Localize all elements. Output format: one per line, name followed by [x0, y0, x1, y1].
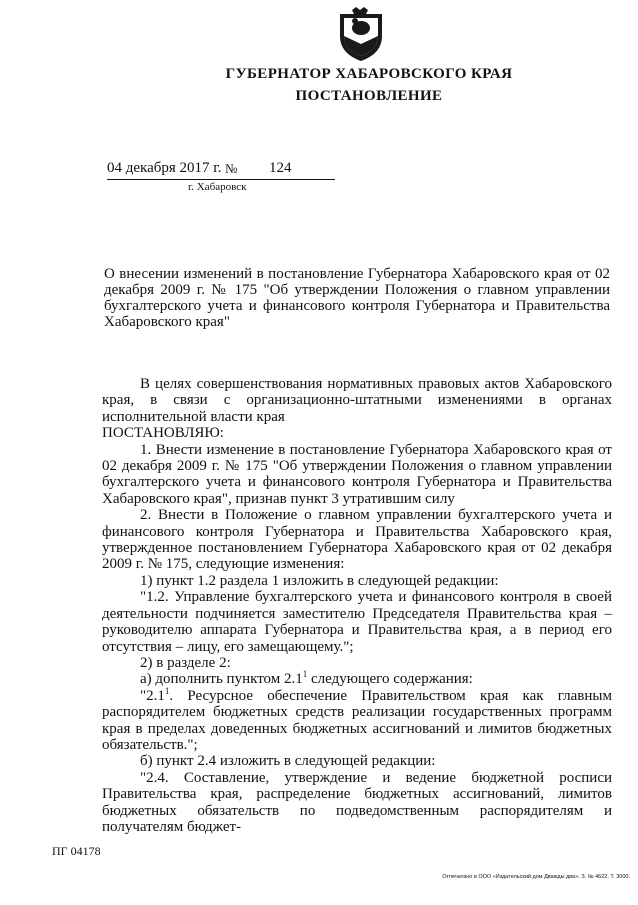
paragraph-6-text-a: а) дополнить пунктом 2.1 [140, 671, 303, 688]
paragraph-7 [102, 685, 612, 754]
document-type: ПОСТАНОВЛЕНИЕ [295, 88, 443, 104]
paragraph-8: б) пункт 2.4 изложить в следующей редакции: [140, 753, 436, 770]
paragraph-2: 2. Внести в Положение о главном управлении бухгалтерского учета и финансового контроля Губернатора и Правительства Хабаровского края, утвержденное постановлением Губернатора Хабаровского края от 02 декабря 2009 г. № 175, следующие изменения: [102, 507, 612, 573]
paragraph-6 [102, 671, 612, 687]
document-body [102, 376, 612, 835]
date-number-line [107, 160, 335, 180]
paragraph-6-text-b: следующего содержания: [307, 671, 473, 688]
number-sign: № [225, 161, 238, 176]
paragraph-1: 1. Внести изменение в постановление Губернатора Хабаровского края от 02 декабря 2009 г. № 175 "Об утверждении Положения о главном управлении бухгалтерского учета и финансового контроля Губернатора и Правительства Хабаровского края", признав пункт 3 утратившим силу [102, 441, 612, 507]
paragraph-6-superscript: 1 [302, 669, 308, 680]
document-title: О внесении изменений в постановление Губернатора Хабаровского края от 02 декабря 2009 г. № 175 "Об утверждении Положения о главном управлении бухгалтерского учета и финансового контроля Губернатора и Правительства Хабаровского края" [104, 266, 610, 330]
coat-of-arms-emblem [334, 6, 388, 62]
paragraph-7-text-b: . Ресурсное обеспечение Правительством края как главным распорядителем бюджетных средств реализации государственных программ края в пределах доведенных бюджетных ассигнований и лимитов бюджетных обязательств."; [102, 687, 612, 753]
document-number: 124 [269, 160, 292, 176]
paragraph-7-text-a: "2.1 [140, 687, 165, 704]
paragraph-4: "1.2. Управление бухгалтерского учета и финансового контроля в своей деятельности подчиняется заместителю Председателя Правительства края – руководителю аппарата Губернатора и Правительства края, а в период его отсутствия – лицу, его замещающему."; [102, 589, 612, 655]
paragraph-5: 2) в разделе 2: [140, 654, 231, 671]
intro-paragraph: В целях совершенствования нормативных правовых актов Хабаровского края, в связи с организационно-штатными изменениями в органах исполнительной власти края [102, 376, 612, 425]
document-date: 04 декабря 2017 г. [107, 160, 222, 176]
paragraph-7-superscript: 1 [164, 685, 170, 696]
paragraph-9: "2.4. Составление, утверждение и ведение бюджетной росписи Правительства края, распределение бюджетных ассигнований, лимитов бюджетных обязательств по подведомственным распорядителям и получателям бюджет- [102, 769, 612, 835]
city: г. Хабаровск [188, 181, 247, 193]
governor-header: ГУБЕРНАТОР ХАБАРОВСКОГО КРАЯ [225, 66, 513, 82]
form-code: ПГ 04178 [52, 844, 101, 858]
printer-imprint: Отпечатано в ООО «Издательский дом Дважды два». З. № 4622. Т. 3000. [442, 874, 630, 880]
paragraph-3: 1) пункт 1.2 раздела 1 изложить в следующей редакции: [140, 572, 499, 589]
decree-word: ПОСТАНОВЛЯЮ: [102, 425, 224, 442]
